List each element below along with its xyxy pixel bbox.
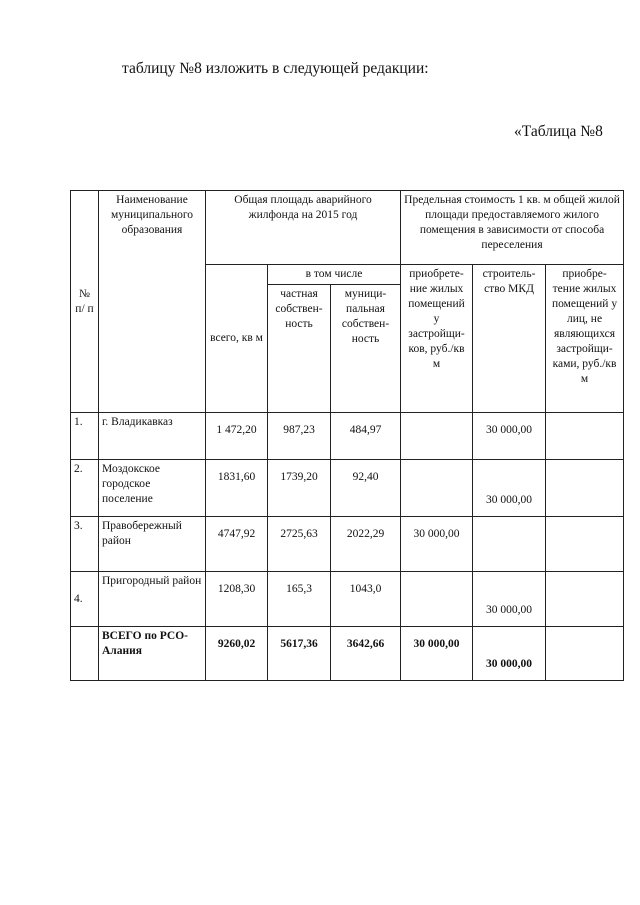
row-total: 1208,30 <box>206 572 268 627</box>
row-construction: 30 000,00 <box>473 460 546 517</box>
table-row <box>71 460 624 517</box>
intro-text: таблицу №8 изложить в следующей редакции: <box>122 60 429 77</box>
row-buy-developers <box>401 460 473 517</box>
total-buy-developers: 30 000,00 <box>401 627 473 681</box>
row-total: 4747,92 <box>206 517 268 572</box>
row-buy-nondevelopers <box>546 517 624 572</box>
table-row <box>71 572 624 627</box>
row-total: 1831,60 <box>206 460 268 517</box>
header-buy-developers: приобрете-ние жилых помещений у застройщи-ков, руб./кв м <box>401 265 473 413</box>
total-private: 5617,36 <box>268 627 331 681</box>
row-buy-developers: 30 000,00 <box>401 517 473 572</box>
table-total-row <box>71 627 624 681</box>
row-name: г. Владикавказ <box>99 413 206 460</box>
total-buy-nondevelopers <box>546 627 624 681</box>
emergency-housing-table <box>70 190 624 681</box>
row-num: 2. <box>71 460 99 517</box>
header-construction: строитель-ство МКД <box>473 265 546 413</box>
table-row <box>71 413 624 460</box>
header-area-group: Общая площадь аварийного жилфонда на 2015 год <box>206 191 401 265</box>
row-private: 2725,63 <box>268 517 331 572</box>
row-name: Правобережный район <box>99 517 206 572</box>
row-buy-developers <box>401 413 473 460</box>
row-buy-nondevelopers <box>546 460 624 517</box>
header-including: в том числе <box>268 265 401 285</box>
row-municipal: 2022,29 <box>331 517 401 572</box>
row-buy-nondevelopers <box>546 413 624 460</box>
row-private: 1739,20 <box>268 460 331 517</box>
row-construction: 30 000,00 <box>473 572 546 627</box>
row-municipal: 92,40 <box>331 460 401 517</box>
header-private: частная собствен-ность <box>268 285 331 413</box>
table-row <box>71 517 624 572</box>
row-name: Моздокское городское поселение <box>99 460 206 517</box>
row-num: 3. <box>71 517 99 572</box>
row-construction <box>473 517 546 572</box>
total-construction: 30 000,00 <box>473 627 546 681</box>
row-num: 1. <box>71 413 99 460</box>
total-total: 9260,02 <box>206 627 268 681</box>
total-municipal: 3642,66 <box>331 627 401 681</box>
total-num <box>71 627 99 681</box>
row-municipal: 1043,0 <box>331 572 401 627</box>
header-num: № п/ п <box>71 191 99 413</box>
row-buy-developers <box>401 572 473 627</box>
row-private: 987,23 <box>268 413 331 460</box>
header-cost-group: Предельная стоимость 1 кв. м общей жилой площади предоставляемого жилого помещения в зависимости от способа переселения <box>401 191 624 265</box>
header-buy-nondevelopers: приобре-тение жилых помещений у лиц, не являющихся застройщи-ками, руб./кв м <box>546 265 624 413</box>
row-num: 4. <box>71 572 99 627</box>
header-municipality: Наименование муниципального образования <box>99 191 206 413</box>
row-private: 165,3 <box>268 572 331 627</box>
row-name: Пригородный район <box>99 572 206 627</box>
header-total: всего, кв м <box>206 265 268 413</box>
row-total: 1 472,20 <box>206 413 268 460</box>
header-municipal: муници-пальная собствен-ность <box>331 285 401 413</box>
row-buy-nondevelopers <box>546 572 624 627</box>
row-construction: 30 000,00 <box>473 413 546 460</box>
total-name: ВСЕГО по РСО-Алания <box>99 627 206 681</box>
row-municipal: 484,97 <box>331 413 401 460</box>
table-caption: «Таблица №8 <box>514 123 603 140</box>
